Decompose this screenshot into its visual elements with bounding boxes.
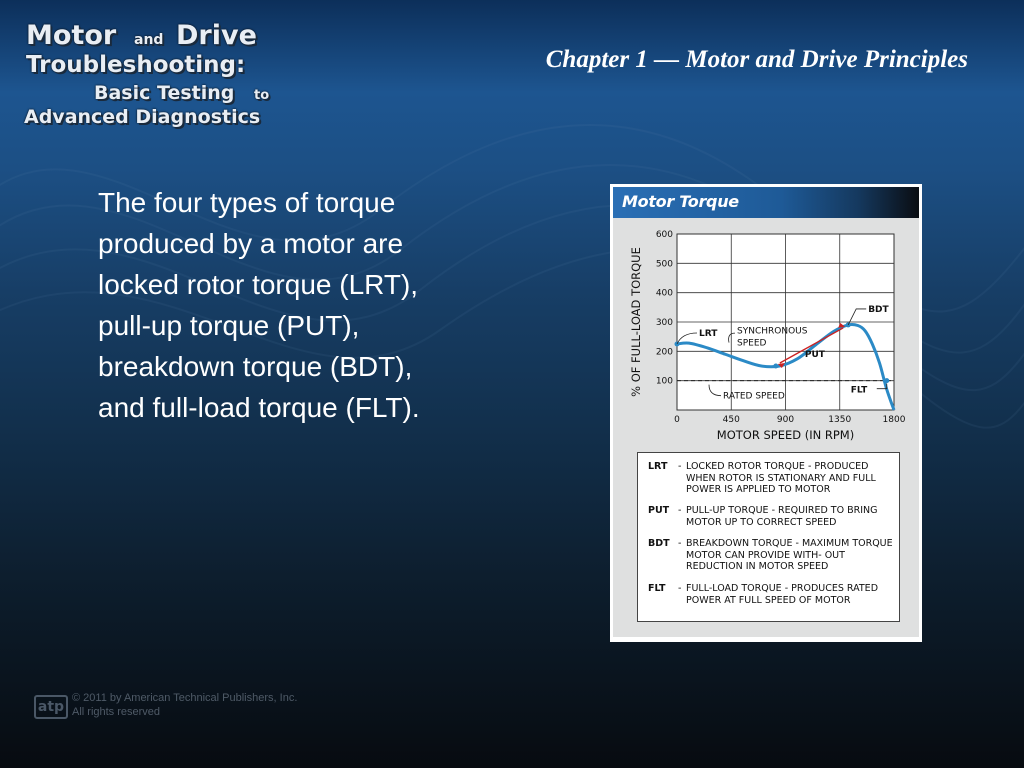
legend-abbr: BDT — [648, 538, 670, 549]
logo-troubleshooting: Troubleshooting: — [26, 52, 246, 78]
legend-text: PULL-UP TORQUE - REQUIRED TO BRING MOTOR UP TO CORRECT SPEED — [686, 505, 878, 528]
figure-header — [613, 187, 919, 218]
logo-basic-testing: Basic Testing — [94, 82, 235, 104]
body-line: produced by a motor are — [98, 228, 404, 259]
copyright-rights: All rights reserved — [72, 706, 161, 718]
annotation-flt: FLT — [850, 385, 868, 396]
x-tick-label: 0 — [674, 415, 680, 425]
torque-legend: LRT - LOCKED ROTOR TORQUE - PRODUCED WHEN ROTOR IS STATIONARY AND FULL POWER IS APPLIED TO MOTOR PUT - PULL-UP TORQUE - REQUIRED TO BRING MOTOR UP TO CORRECT SPEED BDT - BREAKDOWN TORQUE - MAXIMUM TORQUE MOTOR CAN PROVIDE WITH- OUT REDUCTION IN MOTOR SPEED FLT - FULL-LOAD TORQUE - PRODUCES RATED POWER AT FULL SPEED OF MOTOR — [637, 452, 900, 622]
legend-text: BREAKDOWN TORQUE - MAXIMUM TORQUE MOTOR CAN PROVIDE WITH- OUT REDUCTION IN MOTOR SPEED — [686, 538, 893, 572]
figure-panel — [613, 218, 919, 637]
legend-abbr: FLT — [648, 583, 666, 594]
x-tick-label: 1350 — [828, 415, 852, 425]
logo-and: and — [134, 32, 164, 48]
annotation-rated-speed: RATED SPEED — [723, 391, 785, 402]
bdt-point — [846, 322, 851, 327]
body-line: and full-load torque (FLT). — [98, 392, 420, 423]
annotation-synchronous-speed-2: SPEED — [737, 338, 767, 349]
annotation-lrt: LRT — [699, 329, 718, 339]
x-tick-label: 900 — [776, 415, 795, 425]
y-tick-label: 600 — [655, 230, 673, 240]
figure-title: Motor Torque — [622, 192, 739, 211]
logo-drive: Drive — [176, 20, 257, 51]
y-tick-label: 500 — [655, 259, 673, 270]
y-axis-label: % OF FULL-LOAD TORQUE — [629, 247, 643, 397]
put-point — [773, 364, 778, 369]
y-tick-label: 100 — [655, 376, 673, 387]
body-line: pull-up torque (PUT), — [98, 310, 360, 341]
body-line: breakdown torque (BDT), — [98, 351, 413, 382]
y-tick-label: 300 — [655, 318, 673, 328]
book-logo — [24, 20, 284, 132]
flt-point — [884, 378, 889, 383]
legend-text: LOCKED ROTOR TORQUE - PRODUCED WHEN ROTOR IS STATIONARY AND FULL POWER IS APPLIED TO MOTOR — [686, 461, 876, 495]
annotation-put: PUT — [804, 350, 825, 360]
logo-to: to — [254, 88, 270, 103]
legend-abbr: LRT — [648, 461, 668, 472]
y-tick-label: 200 — [655, 347, 673, 358]
y-tick-label: 400 — [655, 288, 673, 299]
annotation-bdt: BDT — [868, 304, 889, 315]
torque-chart — [613, 218, 919, 450]
chapter-title: Chapter 1 — Motor and Drive Principles — [545, 46, 968, 73]
legend-abbr: PUT — [648, 505, 670, 516]
body-line: The four types of torque — [98, 187, 396, 218]
body-text — [98, 182, 528, 428]
legend-text: FULL-LOAD TORQUE - PRODUCES RATED POWER AT FULL SPEED OF MOTOR — [686, 583, 879, 606]
x-axis-label: MOTOR SPEED (IN RPM) — [716, 428, 855, 442]
x-tick-label: 450 — [722, 415, 740, 425]
copyright-line: © 2011 by American Technical Publishers, Inc. — [72, 692, 298, 704]
x-tick-label: 1800 — [882, 415, 906, 425]
body-line: locked rotor torque (LRT), — [98, 269, 419, 300]
atp-logo-icon: atp — [34, 695, 68, 719]
motor-torque-figure — [610, 184, 922, 642]
annotation-synchronous-speed-1: SYNCHRONOUS — [737, 326, 808, 337]
logo-motor: Motor — [26, 20, 117, 51]
logo-advanced-diagnostics: Advanced Diagnostics — [24, 106, 261, 128]
